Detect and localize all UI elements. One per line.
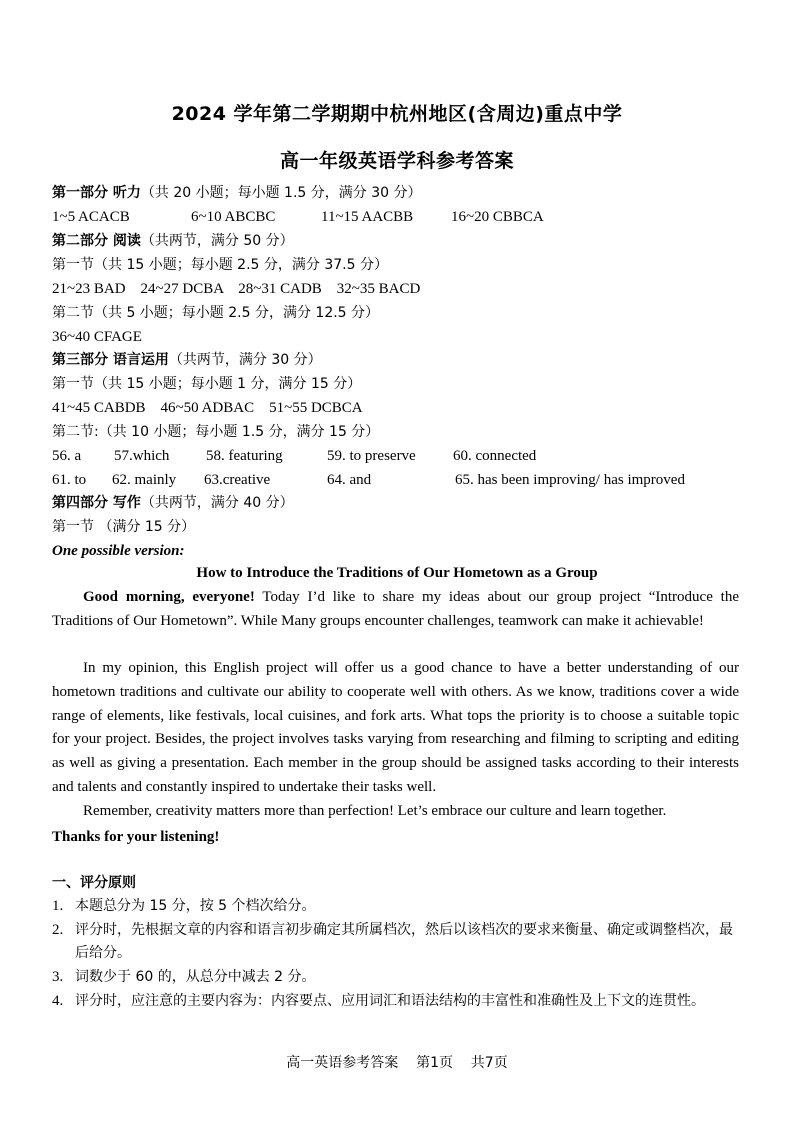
part3-section2-label: 第二节:（共 10 小题；每小题 1.5 分，满分 15 分） — [52, 424, 380, 440]
essay-paragraph-2: In my opinion, this English project will offer us a good chance to have a better understanding of our hometown traditions and cultivate our ability to cooperate well with others. As we know, traditions cover a wide range of elements, like festivals, local cuisines, and fork arts. What tops the priority is to choose a suitable topic for your project. Besides, the project involves tasks varying from researching and filming to scripting and editing as well as giving a presentation. Each member in the group should be assigned tasks according to their interests and talents and constantly inspired to undertake their tasks well. — [52, 660, 739, 795]
part1-note: （共 20 小题；每小题 1.5 分，满分 30 分） — [140, 185, 422, 201]
grading-item-text: 本题总分为 15 分，按 5 个档次给分。 — [75, 898, 316, 914]
answer-64: 64. and — [327, 472, 372, 488]
grading-item-text: 评分时，先根据文章的内容和语言初步确定其所属档次，然后以该档次的要求来衡量、确定或调整档次，最后给分。 — [75, 922, 733, 961]
page-footer: 高一英语参考答案 第1页 共7页 — [286, 1055, 508, 1071]
part1-header — [52, 184, 421, 202]
part2-section1-answers: 21~23 BAD 24~27 DCBA 28~31 CADB 32~35 BACD — [52, 281, 421, 297]
essay-paragraph-1 — [52, 586, 739, 634]
grading-heading: 一、评分原则 — [52, 875, 136, 891]
essay-title: How to Introduce the Traditions of Our Hometown as a Group — [196, 565, 598, 581]
grading-item — [52, 990, 742, 1013]
answer-62: 62. mainly — [112, 472, 177, 488]
grading-item — [52, 895, 742, 918]
part1-heading: 第一部分 听力 — [52, 185, 141, 201]
part3-header — [52, 351, 322, 369]
part1-answer-2: 6~10 ABCBC — [191, 209, 276, 225]
essay-closing: Thanks for your listening! — [52, 829, 220, 845]
grading-item-number: 1. — [52, 898, 64, 914]
grading-item-number: 4. — [52, 993, 64, 1009]
page-title: 2024 学年第二学期期中杭州地区(含周边)重点中学 — [171, 103, 623, 125]
grading-item — [52, 919, 742, 965]
part3-section1-label: 第一节（共 15 小题；每小题 1 分，满分 15 分） — [52, 376, 362, 392]
part4-note: （共两节，满分 40 分） — [140, 495, 294, 511]
part2-note: （共两节，满分 50 分） — [140, 233, 294, 249]
part1-answer-4: 16~20 CBBCA — [451, 209, 544, 225]
answer-59: 59. to preserve — [327, 448, 416, 464]
answer-63: 63.creative — [204, 472, 271, 488]
answer-60: 60. connected — [453, 448, 537, 464]
page-subtitle: 高一年级英语学科参考答案 — [279, 150, 514, 172]
essay-greeting: Good morning, everyone! — [83, 589, 255, 605]
answer-56: 56. a — [52, 448, 82, 464]
grading-item-number: 3. — [52, 969, 64, 985]
part2-section2-label: 第二节（共 5 小题；每小题 2.5 分，满分 12.5 分） — [52, 305, 380, 321]
grading-item-text: 词数少于 60 的，从总分中减去 2 分。 — [75, 969, 316, 985]
essay-paragraph-3: Remember, creativity matters more than perfection! Let’s embrace our culture and learn together. — [83, 803, 667, 819]
part3-heading: 第三部分 语言运用 — [52, 352, 169, 368]
part4-header — [52, 494, 294, 512]
version-label: One possible version: — [52, 543, 185, 559]
part4-heading: 第四部分 写作 — [52, 495, 141, 511]
grading-item-number: 2. — [52, 922, 64, 938]
part3-section1-answers: 41~45 CABDB 46~50 ADBAC 51~55 DCBCA — [52, 400, 363, 416]
part2-header — [52, 232, 294, 250]
grading-item-text: 评分时，应注意的主要内容为：内容要点、应用词汇和语法结构的丰富性和准确性及上下文的连贯性。 — [75, 993, 705, 1009]
grading-item — [52, 966, 742, 989]
essay-paragraph-1-text: Today I’d like to share my ideas about our group project “Introduce the Traditions of Our Hometown”. While Many groups encounter challenges, teamwork can make it achievable! — [52, 589, 739, 629]
answer-58: 58. featuring — [206, 448, 283, 464]
part4-section1-label: 第一节 （满分 15 分） — [52, 519, 196, 535]
answer-61: 61. to — [52, 472, 87, 488]
part2-section1-label: 第一节（共 15 小题；每小题 2.5 分，满分 37.5 分） — [52, 257, 388, 273]
part2-heading: 第二部分 阅读 — [52, 233, 141, 249]
answer-65: 65. has been improving/ has improved — [455, 472, 685, 488]
part1-answer-3: 11~15 AACBB — [321, 209, 414, 225]
part1-answer-1: 1~5 ACACB — [52, 209, 130, 225]
answer-57: 57.which — [114, 448, 170, 464]
part3-note: （共两节，满分 30 分） — [168, 352, 322, 368]
part2-section2-answers: 36~40 CFAGE — [52, 329, 142, 345]
